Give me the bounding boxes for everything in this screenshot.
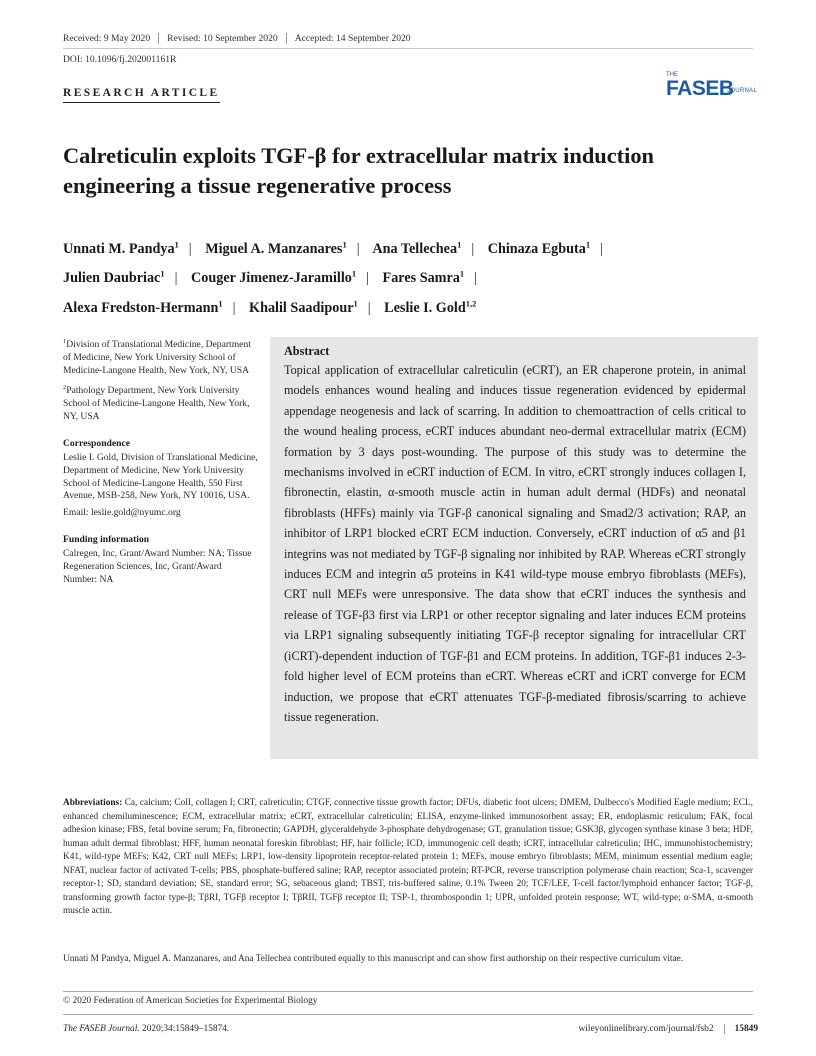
author[interactable]: Julien Daubriac$^1$ [63, 268, 165, 287]
citation-details: 2020;34:15849–15874. [139, 1024, 230, 1034]
author-list: Unnati M. Pandya$^1$ | Miguel A. Manzanares$^1$ | Ana Tellechea$^1$ | Chinaza Egbuta$^1$ | Julien Daubriac$^1$ | Couger Jimenez-Jaramillo$^1$ | Fares Samra$^1$ | Alexa Fredston-Hermann$^1$ | Khalil Saadipour$^1$ | Leslie I. Gold$^{1,2}$ [63, 239, 603, 317]
correspondence-heading: Correspondence [63, 437, 130, 449]
author[interactable]: Couger Jimenez-Jaramillo$^1$ [191, 268, 357, 287]
contribution-note: Unnati M Pandya, Miguel A. Manzanares, and Ana Tellechea contributed equally to this manuscript and can show first authorship on their respective curriculum vitae. [63, 954, 684, 964]
author[interactable]: Unnati M. Pandya$^1$ [63, 239, 179, 257]
author[interactable]: Leslie I. Gold$^{1,2}$ [384, 298, 477, 317]
funding-heading: Funding information [63, 534, 150, 546]
affiliation: $^2$Pathology Department, New York University School of Medicine-Langone Health, New York, NY, USA [63, 383, 250, 422]
journal-citation [63, 1024, 229, 1034]
logo-faseb: FASEB [666, 77, 734, 100]
copyright: © 2020 Federation of American Societies for Experimental Biology [63, 996, 318, 1006]
funding-text: Calregen, Inc, Grant/Award Number: NA; Tissue Regeneration Sciences, Inc, Grant/Award Number: NA [63, 548, 252, 585]
abstract-box [270, 337, 758, 759]
correspondence-email[interactable]: Email: leslie.gold@nyumc.org [63, 507, 181, 519]
abbreviations-text: Ca, calcium; ColI, collagen I; CRT, calreticulin; CTGF, connective tissue growth factor; DFUs, diabetic foot ulcers; DMEM, Dulbecco's Modified Eagle medium; ECL, enhanced chemiluminescence; ECM, extracellular matrix; eCRT, extracellular calreticulin; ELISA, enzyme-linked immunosorbent assay; ER, endoplasmic reticulum; FAK, focal adhesion kinase; FBS, fetal bovine serum; Fn, fibronectin; GAPDH, glyceraldehyde 3-phosphate dehydrogenase; GT, granulation tissue; GSK3β, glycogen synthase kinase 3 beta; HDF, human adult dermal fibroblast; HFF, human neonatal foreskin fibroblast; HF, hair follicle; ICD, immunogenic cell death; iCRT, intracellular calreticulin; IHC, immunohistochemistry; K41, wild-type MEFs; K42, CRT null MEFs; LRP1, low-density lipoprotein receptor-related protein 1; MEFs, mouse embryo fibroblasts; MEM, minimum essential medium eagle; NFAT, nuclear factor of activated T-cells; PBS, phosphate-buffered saline; RAP, receptor associated protein; RT-PCR, reverse transcription polymerase chain reaction; Sca-1, scavenger receptor-1; SD, standard deviation; SE, standard error; SG, sebaceous gland; TBST, tris-buffered saline, 0.1% Tween 20; TCF/LEF, T-cell factor/lymphoid enhancer factor; TGF-β, transforming growth factor type-β; TβRI, TGFβ receptor I; TβRII, TGFβ receptor II; TSP-1, thrombospondin 1; UPR, unfolded protein response; WT, wild-type; α-SMA, α-smooth muscle actin. [63, 798, 753, 916]
author[interactable]: Chinaza Egbuta$^1$ [487, 239, 591, 257]
revised-date: Revised: 10 September 2020 [159, 33, 287, 44]
doi[interactable]: DOI: 10.1096/fj.202001161R [63, 54, 177, 65]
header-divider [63, 48, 753, 49]
journal-name: The FASEB Journal. [63, 1024, 140, 1034]
logo-journal: JOURNAL [727, 88, 758, 94]
author[interactable]: Miguel A. Manzanares$^1$ [205, 239, 347, 257]
logo-the: THE [666, 72, 678, 78]
abbreviations-label: Abbreviations: [63, 798, 123, 808]
received-date: Received: 9 May 2020 [63, 33, 159, 44]
article-info-column [63, 336, 258, 591]
author[interactable]: Fares Samra$^1$ [382, 268, 465, 287]
author[interactable]: Ana Tellechea$^1$ [372, 239, 462, 257]
author[interactable]: Khalil Saadipour$^1$ [249, 298, 358, 317]
footer-right [579, 1024, 758, 1034]
copyright-divider [63, 991, 753, 992]
abbreviations [63, 797, 753, 919]
article-type: RESEARCH ARTICLE [63, 87, 220, 103]
abstract-text: Topical application of extracellular calreticulin (eCRT), an ER chaperone protein, in animal models enhances wound healing and induces tissue regeneration evidenced by epidermal appendage neogenesis and lack of scarring. In addition to chemoattraction of cells critical to the wound healing process, eCRT induces abundant neo-dermal extracellular matrix (ECM) formation by 3 days post-wounding. The purpose of this study was to determine the mechanisms involved in eCRT induction of ECM. In vitro, eCRT strongly induces collagen I, fibronectin, elastin, α-smooth muscle actin in human adult dermal (HDFs) and neonatal fibroblasts (HFFs) mainly via TGF-β canonical signaling and Smad2/3 activation; RAP, an inhibitor of LRP1 blocked eCRT ECM induction. Conversely, eCRT induction of α5 and β1 integrins was not mediated by TGF-β signaling nor inhibited by RAP. Whereas eCRT strongly induces ECM and integrin α5 proteins in K41 wild-type mouse embryo fibroblasts (MEFs), CRT null MEFs were unresponsive. The data show that eCRT induces the synthesis and release of TGF-β3 first via LRP1 or other receptor signaling and later induces ECM proteins via LRP1 signaling subsequently initiating TGF-β receptor signaling for intracellular CRT (iCRT)-dependent induction of TGF-β1 and ECM proteins. In addition, TGF-β1 induces 2-3-fold higher level of ECM proteins than eCRT. Whereas eCRT and iCRT converge for ECM induction, we propose that eCRT attenuates TGF-β-mediated fibrosis/scarring to achieve tissue regeneration. [284, 363, 746, 724]
author[interactable]: Alexa Fredston-Hermann$^1$ [63, 298, 223, 317]
article-title: Calreticulin exploits TGF-β for extracellular matrix induction engineering a tissue regenerative process [63, 143, 655, 198]
page-number: 15849 [724, 1024, 758, 1034]
footer-divider [63, 1014, 753, 1015]
correspondence-text: Leslie I. Gold, Division of Translational Medicine, Department of Medicine, New York University School of Medicine-Langone Health, 550 First Avenue, MSB-258, New York, NY 10016, USA. [63, 451, 258, 502]
publication-dates [63, 33, 419, 44]
accepted-date: Accepted: 14 September 2020 [294, 33, 411, 44]
journal-url[interactable]: wileyonlinelibrary.com/journal/fsb2 [578, 1024, 714, 1034]
affiliation: $^1$Division of Translational Medicine, Department of Medicine, New York University School of Medicine-Langone Health, New York, NY, USA [63, 338, 251, 376]
abstract-heading: Abstract [284, 344, 330, 358]
faseb-journal-logo[interactable] [666, 72, 758, 102]
